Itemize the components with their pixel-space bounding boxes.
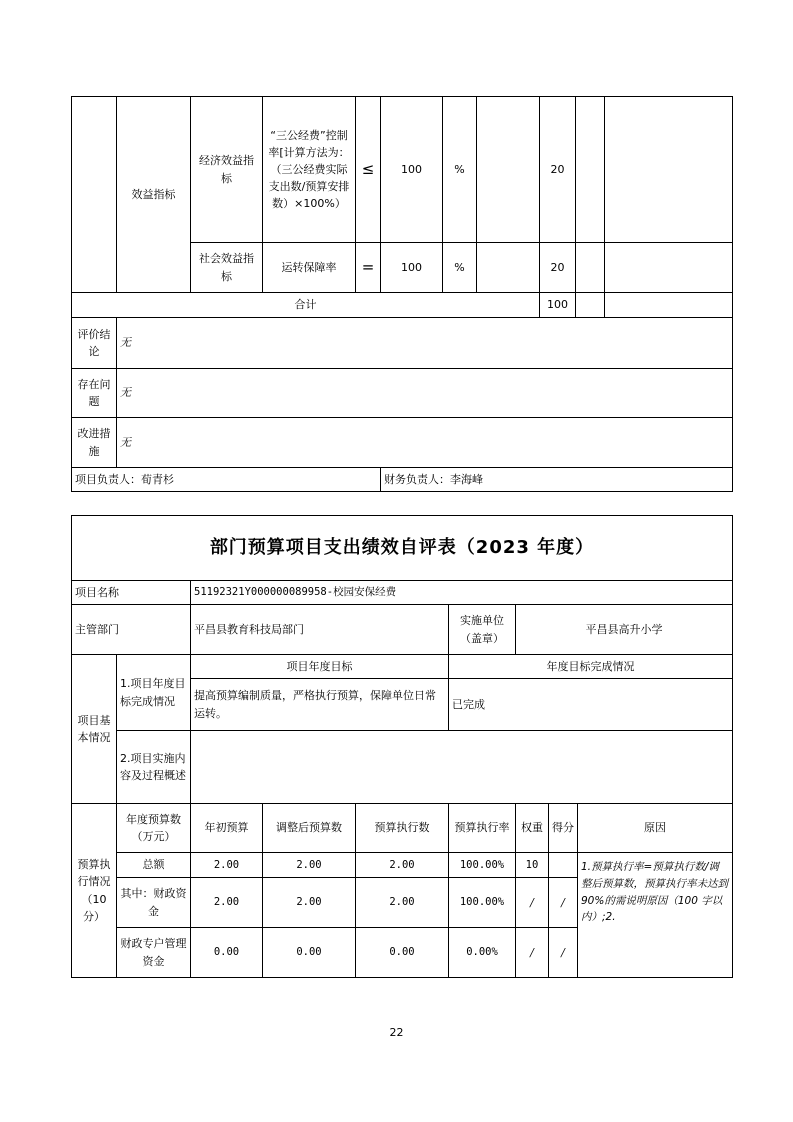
budget-exec-label: 预算执行情况（10分） (72, 804, 117, 978)
economic-actual-value (477, 97, 540, 243)
row-weight: 10 (516, 853, 549, 878)
total-extra-2 (605, 293, 733, 318)
completion-header: 年度目标完成情况 (449, 655, 733, 679)
executed-budget-header: 预算执行数 (356, 804, 449, 853)
row-executed: 2.00 (356, 853, 449, 878)
initial-budget-header: 年初预算 (191, 804, 263, 853)
project-name-value: 51192321Y000000089958-校园安保经费 (191, 581, 733, 605)
score-header: 得分 (549, 804, 578, 853)
impl-overview-value (191, 731, 733, 804)
basic-info-label: 项目基本情况 (72, 655, 117, 804)
row-weight: / (516, 878, 549, 928)
finance-leader: 财务负责人：李海峰 (381, 468, 733, 492)
impl-unit-value: 平昌县高升小学 (516, 605, 733, 655)
social-target-value: 100 (381, 243, 443, 293)
project-name-label: 项目名称 (72, 581, 191, 605)
row-label: 其中：财政资金 (117, 878, 191, 928)
reason-header: 原因 (578, 804, 733, 853)
budget-unit-header: 年度预算数（万元） (117, 804, 191, 853)
conclusion-label: 评价结论 (72, 318, 117, 369)
row-executed: 2.00 (356, 878, 449, 928)
economic-note (605, 97, 733, 243)
social-weight: 20 (540, 243, 576, 293)
completion-value: 已完成 (449, 679, 733, 731)
impl-overview-label: 2.项目实施内容及过程概述 (117, 731, 191, 804)
weight-header: 权重 (516, 804, 549, 853)
row-label: 财政专户管理资金 (117, 928, 191, 978)
total-score: 100 (540, 293, 576, 318)
adjusted-budget-header: 调整后预算数 (263, 804, 356, 853)
row-score: / (549, 928, 578, 978)
goal-completion-label: 1.项目年度目标完成情况 (117, 655, 191, 731)
self-evaluation-table (71, 515, 733, 978)
measures-label: 改进措施 (72, 418, 117, 468)
measures-value: 无 (117, 418, 733, 468)
row-executed: 0.00 (356, 928, 449, 978)
project-leader: 项目负责人：荀青杉 (72, 468, 381, 492)
social-actual-value (477, 243, 540, 293)
row-adjusted: 2.00 (263, 878, 356, 928)
row-adjusted: 0.00 (263, 928, 356, 978)
social-benefit-label: 社会效益指标 (191, 243, 263, 293)
dept-label: 主管部门 (72, 605, 191, 655)
economic-indicator-name: “三公经费”控制率[计算方法为：（三公经费实际支出数/预算安排数）×100%） (263, 97, 356, 243)
total-label: 合计 (72, 293, 540, 318)
problems-label: 存在问题 (72, 369, 117, 418)
impl-unit-label: 实施单位（盖章） (449, 605, 516, 655)
reason-value: 1.预算执行率=预算执行数/调整后预算数，预算执行率未达到 90%的需说明原因（100 字以内）;2. (578, 853, 733, 978)
row-score: / (549, 878, 578, 928)
row-weight: / (516, 928, 549, 978)
row-initial: 2.00 (191, 853, 263, 878)
goal-value: 提高预算编制质量，严格执行预算，保障单位日常运转。 (191, 679, 449, 731)
benefit-indicator-label: 效益指标 (117, 97, 191, 293)
exec-rate-header: 预算执行率 (449, 804, 516, 853)
economic-weight: 20 (540, 97, 576, 243)
social-indicator-name: 运转保障率 (263, 243, 356, 293)
economic-target-value: 100 (381, 97, 443, 243)
problems-value: 无 (117, 369, 733, 418)
dept-value: 平昌县教育科技局部门 (191, 605, 449, 655)
row-rate: 100.00% (449, 878, 516, 928)
economic-benefit-label: 经济效益指标 (191, 97, 263, 243)
performance-indicator-table (71, 96, 733, 492)
row-rate: 0.00% (449, 928, 516, 978)
conclusion-value: 无 (117, 318, 733, 369)
goal-header: 项目年度目标 (191, 655, 449, 679)
economic-unit: % (443, 97, 477, 243)
social-operator: = (356, 243, 381, 293)
social-score (576, 243, 605, 293)
row-rate: 100.00% (449, 853, 516, 878)
row-score (549, 853, 578, 878)
page-number: 22 (389, 1026, 404, 1039)
level1-indicator-cell (72, 97, 117, 293)
social-note (605, 243, 733, 293)
social-unit: % (443, 243, 477, 293)
economic-score (576, 97, 605, 243)
row-initial: 2.00 (191, 878, 263, 928)
row-label: 总额 (117, 853, 191, 878)
row-initial: 0.00 (191, 928, 263, 978)
row-adjusted: 2.00 (263, 853, 356, 878)
economic-operator: ≤ (356, 97, 381, 243)
form-title: 部门预算项目支出绩效自评表（2023 年度） (72, 516, 733, 581)
total-extra-1 (576, 293, 605, 318)
